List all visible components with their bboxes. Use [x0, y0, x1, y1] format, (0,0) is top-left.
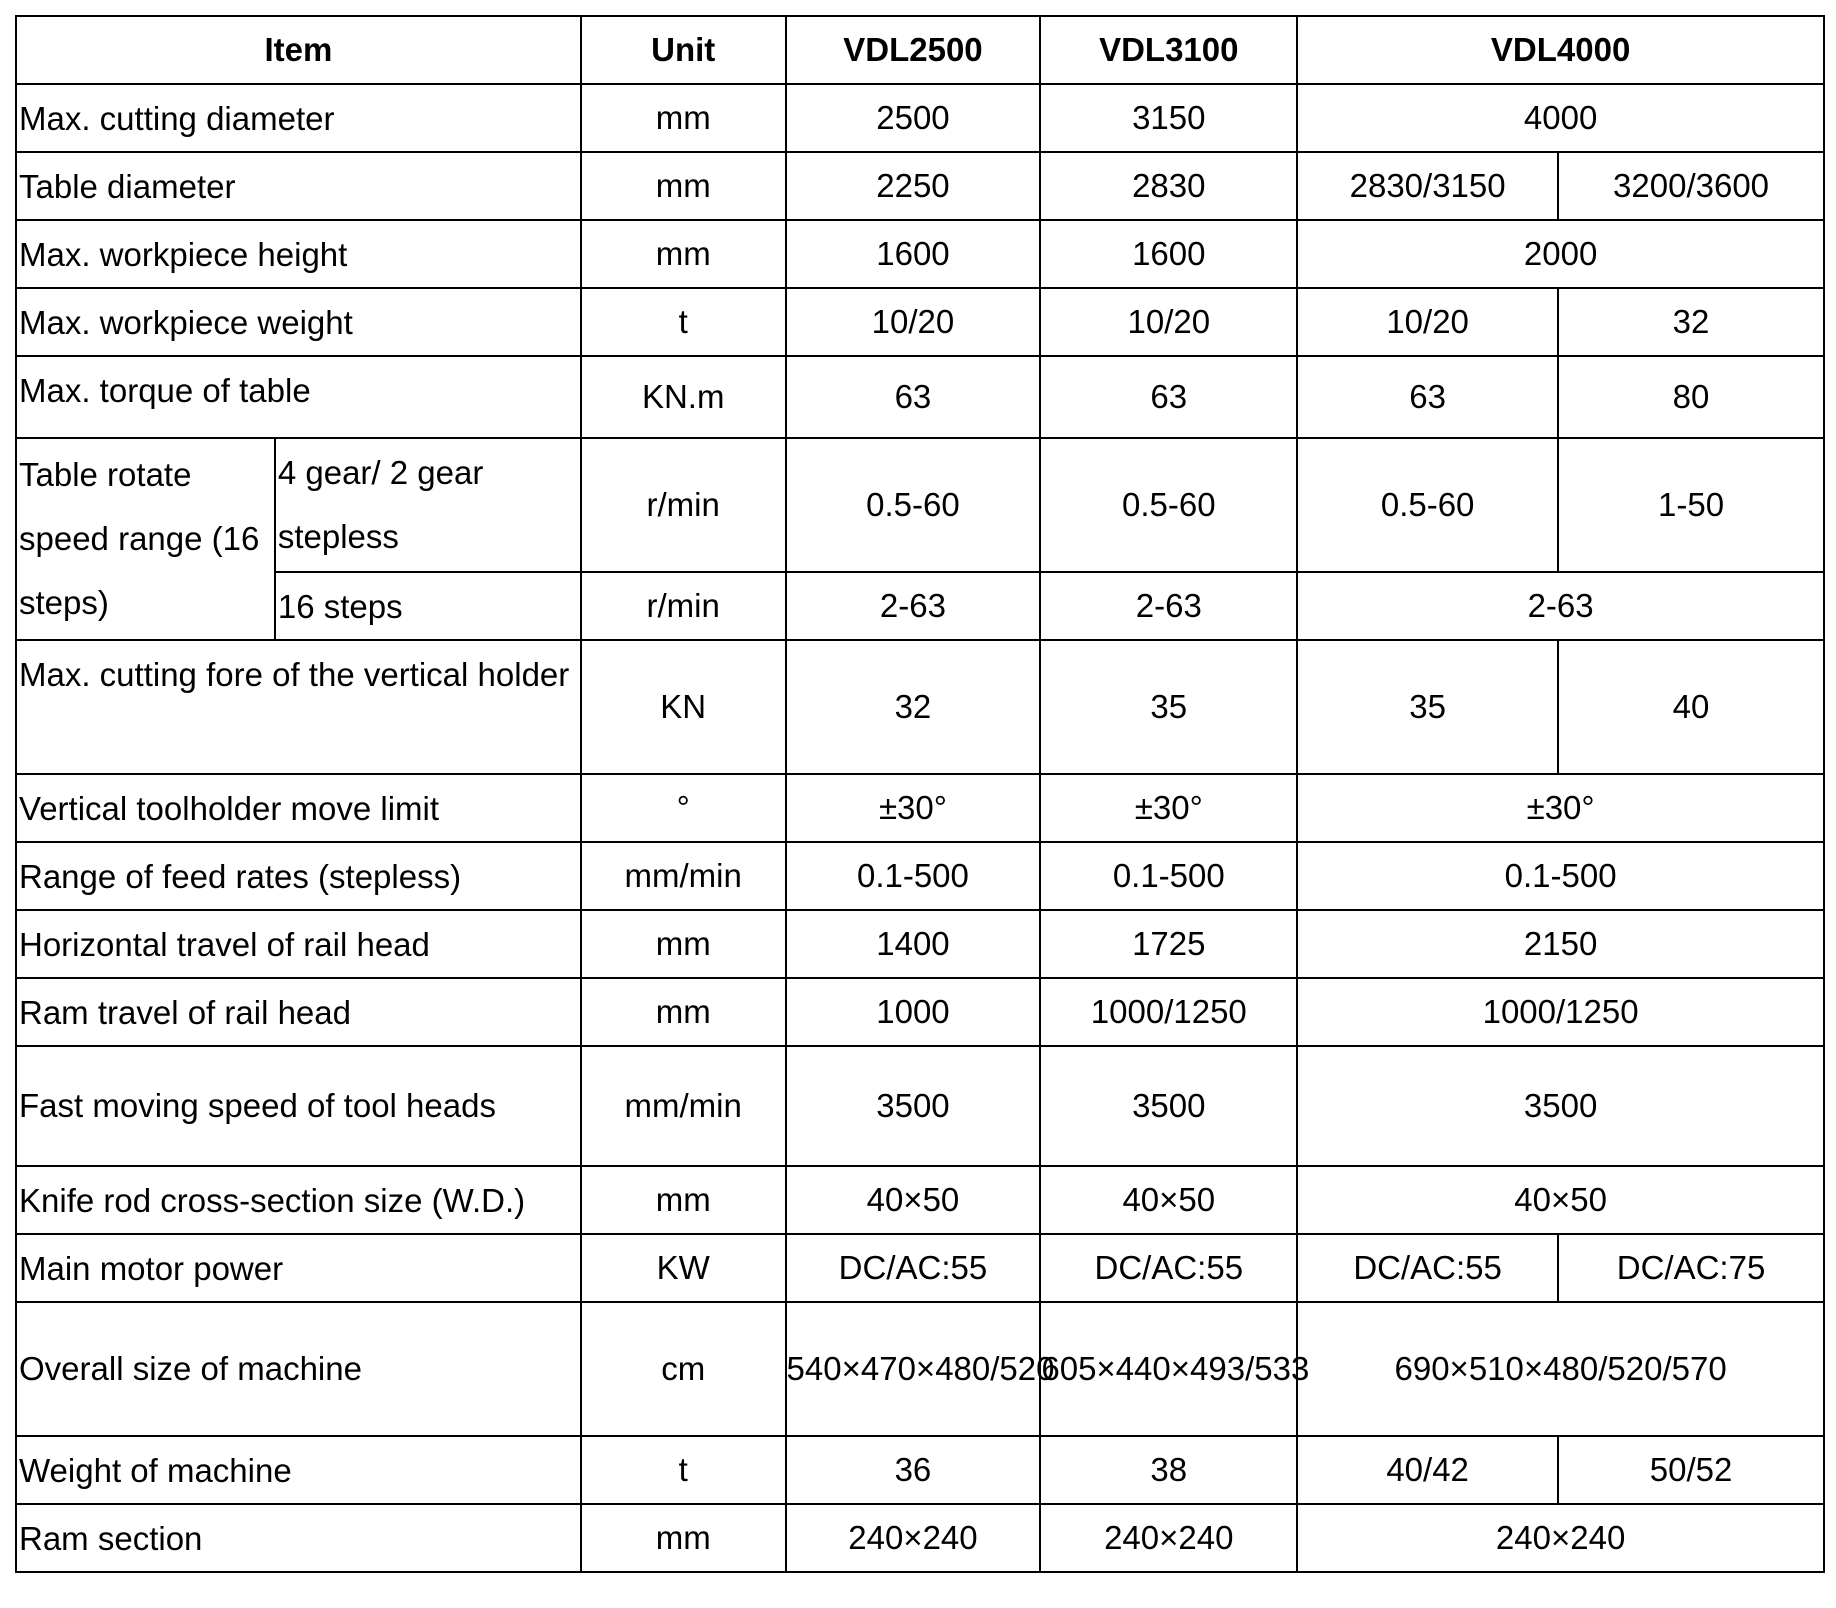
table-row [16, 84, 1824, 152]
unit-cell: r/min [581, 438, 786, 572]
vdl3100-cell: 3500 [1040, 1046, 1297, 1166]
table-row [16, 288, 1824, 356]
row-label: Range of feed rates (stepless) [16, 842, 581, 910]
row-label: Fast moving speed of tool heads [16, 1046, 581, 1166]
vdl4000-a-cell: 63 [1297, 356, 1558, 438]
row-label: Table rotate speed range (16 steps) [16, 438, 275, 640]
unit-cell: mm [581, 84, 786, 152]
vdl2500-cell: 240×240 [786, 1504, 1041, 1572]
unit-cell: KN [581, 640, 786, 774]
vdl4000-b-cell: 32 [1558, 288, 1824, 356]
vdl3100-cell: ±30° [1040, 774, 1297, 842]
vdl2500-cell: 10/20 [786, 288, 1041, 356]
unit-cell: mm [581, 1504, 786, 1572]
unit-cell: mm [581, 910, 786, 978]
vdl4000-cell: 3500 [1297, 1046, 1824, 1166]
table-row [16, 640, 1824, 774]
vdl3100-cell: 1000/1250 [1040, 978, 1297, 1046]
vdl4000-b-cell: 40 [1558, 640, 1824, 774]
table-row [16, 1504, 1824, 1572]
vdl4000-cell: 690×510×480/520/570 [1297, 1302, 1824, 1436]
vdl4000-b-cell: 3200/3600 [1558, 152, 1824, 220]
vdl2500-cell: 0.5-60 [786, 438, 1041, 572]
vdl3100-cell: 0.5-60 [1040, 438, 1297, 572]
row-label: Knife rod cross-section size (W.D.) [16, 1166, 581, 1234]
vdl3100-cell: 240×240 [1040, 1504, 1297, 1572]
vdl2500-cell: DC/AC:55 [786, 1234, 1041, 1302]
unit-cell: mm [581, 978, 786, 1046]
row-label: Ram travel of rail head [16, 978, 581, 1046]
row-label: Ram section [16, 1504, 581, 1572]
vdl2500-cell: 0.1-500 [786, 842, 1041, 910]
vdl3100-cell: 38 [1040, 1436, 1297, 1504]
unit-cell: t [581, 1436, 786, 1504]
vdl2500-cell: 1400 [786, 910, 1041, 978]
unit-cell: mm [581, 1166, 786, 1234]
vdl4000-cell: 2000 [1297, 220, 1824, 288]
vdl4000-cell: ±30° [1297, 774, 1824, 842]
table-row [16, 842, 1824, 910]
vdl3100-cell: DC/AC:55 [1040, 1234, 1297, 1302]
vdl4000-cell: 2150 [1297, 910, 1824, 978]
unit-cell: KN.m [581, 356, 786, 438]
vdl4000-cell: 240×240 [1297, 1504, 1824, 1572]
sub-row-label: 4 gear/ 2 gear stepless [275, 438, 581, 572]
vdl2500-cell: 2250 [786, 152, 1041, 220]
vdl3100-cell: 605×440×493/533 [1040, 1302, 1297, 1436]
table-row [16, 1166, 1824, 1234]
vdl2500-cell: 2-63 [786, 572, 1041, 640]
vdl4000-a-cell: 10/20 [1297, 288, 1558, 356]
table-row [16, 1302, 1824, 1436]
vdl3100-cell: 3150 [1040, 84, 1297, 152]
vdl4000-cell: 40×50 [1297, 1166, 1824, 1234]
vdl3100-cell: 1600 [1040, 220, 1297, 288]
table-row [16, 220, 1824, 288]
vdl4000-b-cell: 80 [1558, 356, 1824, 438]
vdl4000-a-cell: 40/42 [1297, 1436, 1558, 1504]
spec-table [15, 15, 1825, 1573]
header-row [16, 16, 1824, 84]
vdl4000-a-cell: 0.5-60 [1297, 438, 1558, 572]
row-label: Overall size of machine [16, 1302, 581, 1436]
table-row [16, 356, 1824, 438]
unit-cell: t [581, 288, 786, 356]
vdl3100-cell: 0.1-500 [1040, 842, 1297, 910]
row-label: Max. cutting fore of the vertical holder [16, 640, 581, 774]
vdl2500-cell: 36 [786, 1436, 1041, 1504]
vdl4000-cell: 0.1-500 [1297, 842, 1824, 910]
header-item: Item [16, 16, 581, 84]
header-vdl4000: VDL4000 [1297, 16, 1824, 84]
row-label: Horizontal travel of rail head [16, 910, 581, 978]
vdl2500-cell: 2500 [786, 84, 1041, 152]
table-row [16, 978, 1824, 1046]
vdl3100-cell: 35 [1040, 640, 1297, 774]
vdl3100-cell: 2830 [1040, 152, 1297, 220]
vdl2500-cell: 40×50 [786, 1166, 1041, 1234]
unit-cell: mm/min [581, 1046, 786, 1166]
vdl2500-cell: 540×470×480/520 [786, 1302, 1041, 1436]
table-row [16, 152, 1824, 220]
vdl4000-a-cell: 2830/3150 [1297, 152, 1558, 220]
vdl4000-b-cell: DC/AC:75 [1558, 1234, 1824, 1302]
vdl3100-cell: 63 [1040, 356, 1297, 438]
unit-cell: r/min [581, 572, 786, 640]
table-row [16, 1046, 1824, 1166]
unit-cell: mm [581, 152, 786, 220]
unit-cell: cm [581, 1302, 786, 1436]
row-label: Max. workpiece height [16, 220, 581, 288]
table-row [16, 438, 1824, 572]
header-vdl2500: VDL2500 [786, 16, 1041, 84]
table-row [16, 774, 1824, 842]
vdl3100-cell: 2-63 [1040, 572, 1297, 640]
vdl4000-a-cell: 35 [1297, 640, 1558, 774]
table-row [16, 572, 1824, 640]
unit-cell: mm [581, 220, 786, 288]
vdl4000-a-cell: DC/AC:55 [1297, 1234, 1558, 1302]
row-label: Table diameter [16, 152, 581, 220]
header-unit: Unit [581, 16, 786, 84]
vdl4000-b-cell: 50/52 [1558, 1436, 1824, 1504]
row-label: Max. torque of table [16, 356, 581, 438]
vdl2500-cell: 32 [786, 640, 1041, 774]
vdl2500-cell: 63 [786, 356, 1041, 438]
vdl2500-cell: 1000 [786, 978, 1041, 1046]
vdl4000-cell: 4000 [1297, 84, 1824, 152]
table-row [16, 1234, 1824, 1302]
unit-cell: KW [581, 1234, 786, 1302]
row-label: Main motor power [16, 1234, 581, 1302]
vdl4000-b-cell: 1-50 [1558, 438, 1824, 572]
vdl2500-cell: ±30° [786, 774, 1041, 842]
vdl4000-cell: 1000/1250 [1297, 978, 1824, 1046]
vdl4000-cell: 2-63 [1297, 572, 1824, 640]
table-row [16, 1436, 1824, 1504]
unit-cell: ° [581, 774, 786, 842]
row-label: Vertical toolholder move limit [16, 774, 581, 842]
table-row [16, 910, 1824, 978]
sub-row-label: 16 steps [275, 572, 581, 640]
unit-cell: mm/min [581, 842, 786, 910]
vdl2500-cell: 1600 [786, 220, 1041, 288]
vdl3100-cell: 40×50 [1040, 1166, 1297, 1234]
vdl3100-cell: 10/20 [1040, 288, 1297, 356]
header-vdl3100: VDL3100 [1040, 16, 1297, 84]
vdl2500-cell: 3500 [786, 1046, 1041, 1166]
row-label: Max. cutting diameter [16, 84, 581, 152]
vdl3100-cell: 1725 [1040, 910, 1297, 978]
row-label: Weight of machine [16, 1436, 581, 1504]
row-label: Max. workpiece weight [16, 288, 581, 356]
